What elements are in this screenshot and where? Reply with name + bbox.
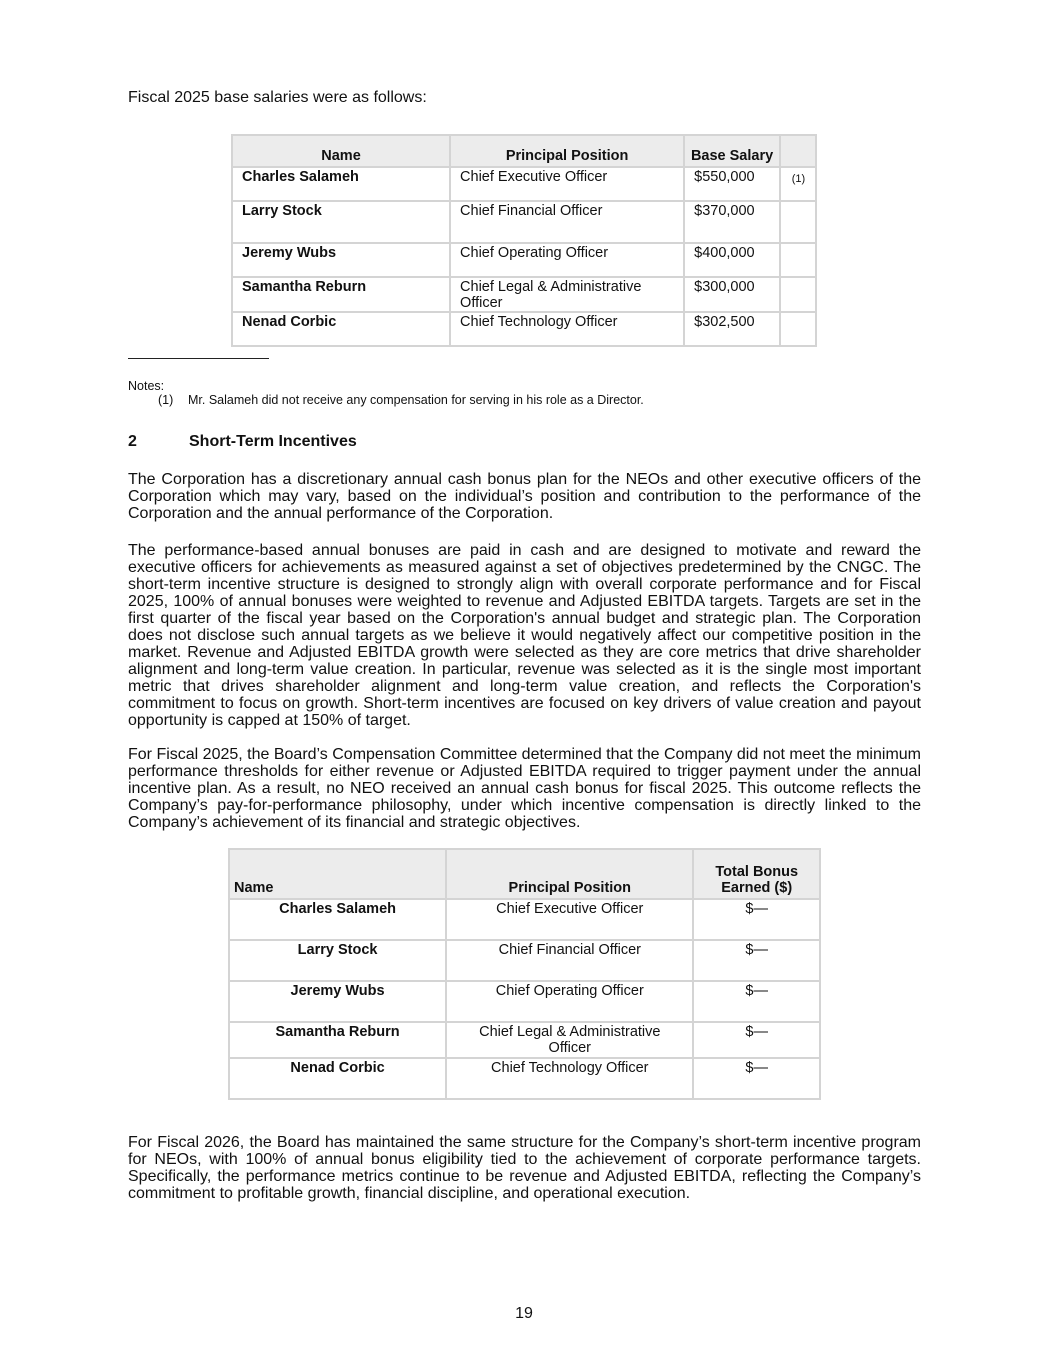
table-row	[232, 243, 816, 277]
column-header-total-bonus: Total Bonus Earned ($)	[693, 849, 820, 899]
cell-salary: $400,000	[684, 243, 780, 277]
column-header-name: Name	[232, 135, 450, 167]
cell-bonus: $—	[693, 981, 820, 1022]
column-header-position: Principal Position	[446, 849, 693, 899]
cell-position: Chief Legal & Administrative Officer	[446, 1022, 693, 1058]
intro-text: Fiscal 2025 base salaries were as follows:	[128, 89, 427, 106]
table-row	[232, 312, 816, 346]
column-header-name: Name	[229, 849, 446, 899]
cell-bonus: $—	[693, 940, 820, 981]
paragraph-bonus-plan: The Corporation has a discretionary annual cash bonus plan for the NEOs and other executive officers of the Corporation which may vary, based on the individual’s position and contribution to the performance of the Corporation and the annual performance of the Corporation.	[128, 471, 921, 522]
cell-name: Samantha Reburn	[232, 277, 450, 312]
cell-position: Chief Executive Officer	[446, 899, 693, 940]
cell-bonus: $—	[693, 1022, 820, 1058]
column-header-note	[780, 135, 816, 167]
table-header-row	[229, 849, 820, 899]
cell-position: Chief Operating Officer	[450, 243, 684, 277]
cell-footnote-ref	[780, 277, 816, 312]
cell-position: Chief Technology Officer	[450, 312, 684, 346]
cell-name: Nenad Corbic	[232, 312, 450, 346]
cell-name: Samantha Reburn	[229, 1022, 446, 1058]
cell-position: Chief Financial Officer	[446, 940, 693, 981]
cell-position: Chief Technology Officer	[446, 1058, 693, 1099]
table-row	[229, 899, 820, 940]
paragraph-fiscal-2026: For Fiscal 2026, the Board has maintained the same structure for the Company’s short-term incentive program for NEOs, with 100% of annual bonus eligibility tied to the achievement of corporate performance targets. Specifically, the performance metrics continue to be revenue and Adjusted EBITDA, reflecting the Company’s commitment to profitable growth, financial discipline, and operational execution.	[128, 1134, 921, 1202]
cell-bonus: $—	[693, 899, 820, 940]
base-salary-table	[231, 134, 817, 347]
paragraph-fiscal-2025-outcome: For Fiscal 2025, the Board’s Compensation Committee determined that the Company did not meet the minimum performance thresholds for either revenue or Adjusted EBITDA required to trigger payment under the annual incentive plan. As a result, no NEO received an annual cash bonus for fiscal 2025. This outcome reflects the Company’s pay-for-performance philosophy, under which incentive compensation is directly linked to the Company’s achievement of its financial and strategic objectives.	[128, 746, 921, 831]
column-header-base-salary: Base Salary	[684, 135, 780, 167]
cell-salary: $300,000	[684, 277, 780, 312]
table-header-row	[232, 135, 816, 167]
table-row	[232, 201, 816, 243]
cell-name: Jeremy Wubs	[232, 243, 450, 277]
cell-footnote-ref: (1)	[780, 167, 816, 201]
cell-name: Jeremy Wubs	[229, 981, 446, 1022]
cell-position: Chief Financial Officer	[450, 201, 684, 243]
cell-salary: $370,000	[684, 201, 780, 243]
section-heading	[128, 433, 357, 451]
cell-name: Charles Salameh	[229, 899, 446, 940]
cell-footnote-ref	[780, 201, 816, 243]
footnote-number: (1)	[158, 393, 174, 407]
cell-position: Chief Executive Officer	[450, 167, 684, 201]
cell-name: Nenad Corbic	[229, 1058, 446, 1099]
cell-position: Chief Operating Officer	[446, 981, 693, 1022]
table-row	[229, 940, 820, 981]
paragraph-performance-bonuses: The performance-based annual bonuses are paid in cash and are designed to motivate and reward the executive officers for achievements as measured against a set of objectives predetermined by the CNGC. The short-term incentive structure is designed to strongly align with overall corporate performance and for Fiscal 2025, 100% of annual bonuses were weighted to revenue and Adjusted EBITDA targets. Targets are set in the first quarter of the fiscal year based on the Corporation's annual budget and strategic plan. The Corporation does not disclose such annual targets as we believe it would negatively affect our competitive position in the market. Revenue and Adjusted EBITDA growth were selected as they are core metrics that drive shareholder alignment and long-term value creation. In particular, revenue was selected as it is the single most important metric that drives shareholder alignment and long-term value creation, and reflects the Corporation's commitment to focus on growth. Short-term incentives are focused on key drivers of value creation and payout opportunity is capped at 150% of target.	[128, 542, 921, 729]
footnote-1	[158, 393, 644, 407]
cell-salary: $550,000	[684, 167, 780, 201]
table-row	[232, 277, 816, 312]
bonus-table	[228, 848, 821, 1100]
footnote-text: Mr. Salameh did not receive any compensation for serving in his role as a Director.	[188, 393, 644, 407]
cell-name: Charles Salameh	[232, 167, 450, 201]
table-row	[229, 1022, 820, 1058]
cell-salary: $302,500	[684, 312, 780, 346]
cell-position: Chief Legal & Administrative Officer	[450, 277, 684, 312]
table-row	[229, 1058, 820, 1099]
footnote-divider	[128, 358, 269, 359]
cell-name: Larry Stock	[232, 201, 450, 243]
section-number: 2	[128, 433, 137, 450]
column-header-position: Principal Position	[450, 135, 684, 167]
table-row	[232, 167, 816, 201]
table-row	[229, 981, 820, 1022]
cell-footnote-ref	[780, 243, 816, 277]
section-title: Short-Term Incentives	[189, 433, 357, 450]
page-number: 19	[515, 1305, 533, 1322]
cell-footnote-ref	[780, 312, 816, 346]
cell-name: Larry Stock	[229, 940, 446, 981]
cell-bonus: $—	[693, 1058, 820, 1099]
notes-label: Notes:	[128, 379, 165, 393]
